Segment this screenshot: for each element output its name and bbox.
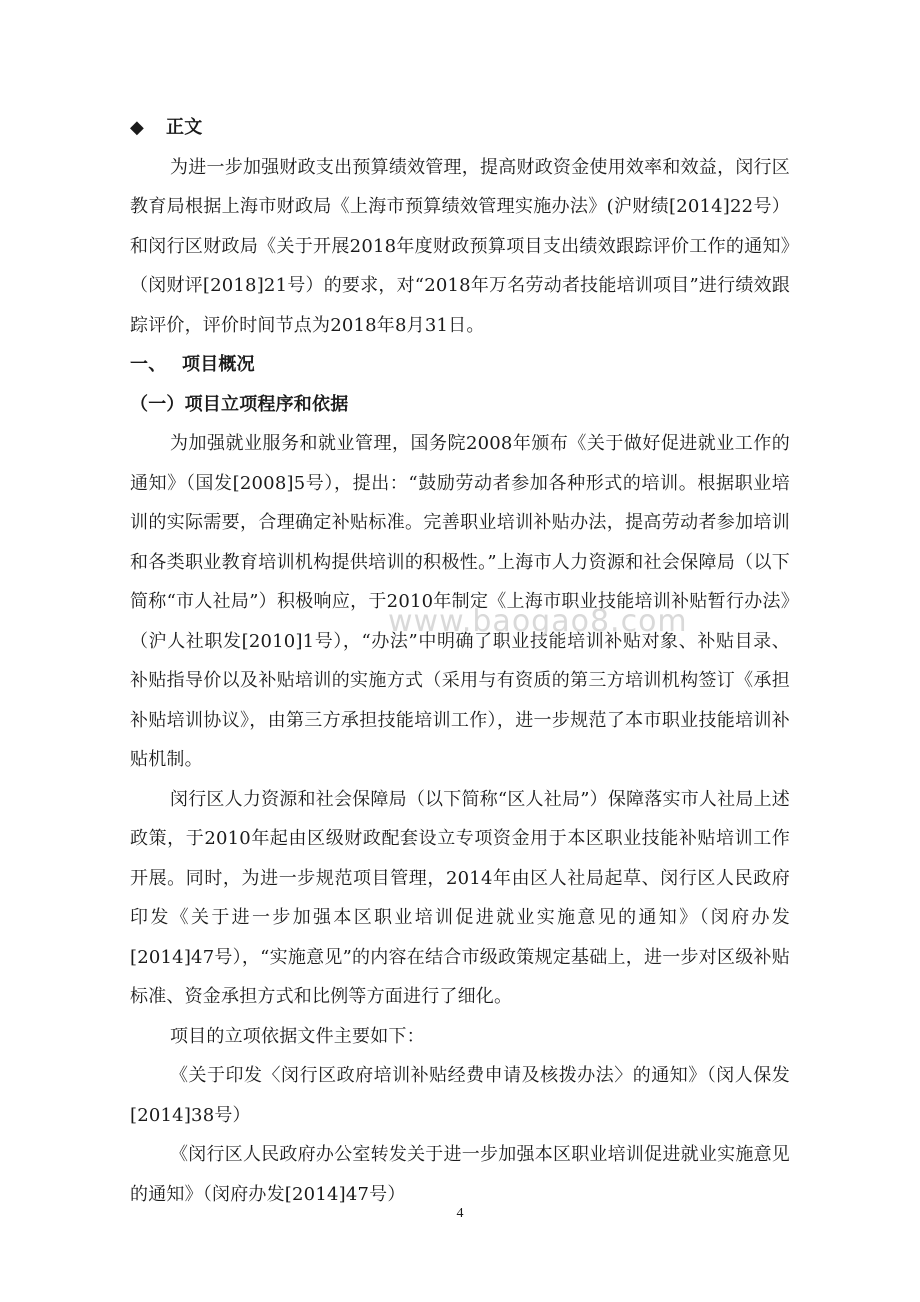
body-paragraph: 项目的立项依据文件主要如下： [170,1025,425,1047]
chapter-title: 项目概况 [182,354,255,375]
body-paragraph: 为加强就业服务和就业管理，国务院2008年颁布《关于做好促进就业工作的通知》（国发[2008]5号），提出：“鼓励劳动者参加各种形式的培训。根据职业培训的实际需要，合理确定补贴标准。完善职业培训补贴办法，提高劳动者参加培训和各类职业教育培训机构提供培训的积极性。”上海市人力资源和社会保障局（以下简称“市人社局”）积极响应，于2010年制定《上海市职业技能培训补贴暂行办法》（沪人社职发[2010]1号），“办法”中明确了职业技能培训补贴对象、补贴目录、补贴指导价以及补贴培训的实施方式（采用与有资质的第三方培训机构签订《承担补贴培训协议》，由第三方承担技能培训工作），进一步规范了本市职业技能培训补贴机制。 [130,433,790,770]
citation-item: 《闵行区人民政府办公室转发关于进一步加强本区职业培训促进就业实施意见的通知》（闵府办发[2014]47号） [130,1144,790,1205]
section-title: 正文 [166,117,203,138]
body-paragraph: 闵行区人力资源和社会保障局（以下简称“区人社局”）保障落实市人社局上述政策，于2010年起由区级财政配套设立专项资金用于本区职业技能补贴培训工作开展。同时，为进一步规范项目管理，2014年由区人社局起草、闵行区人民政府印发《关于进一步加强本区职业培训促进就业实施意见的通知》（闵府办发[2014]47号），“实施意见”的内容在结合市级政策规定基础上，进一步对区级补贴标准、资金承担方式和比例等方面进行了细化。 [130,788,790,1007]
chapter-label: 一、 [130,354,167,375]
page-number: 4 [456,1206,464,1221]
chapter-heading [130,345,790,385]
citation-item: 《关于印发〈闵行区政府培训补贴经费申请及核拨办法〉的通知》（闵人保发[2014]38号） [130,1065,790,1126]
watermark: www.baogao8.com [388,604,688,639]
document-body [130,108,790,1214]
diamond-bullet-icon: ◆ [130,117,145,138]
section-heading [130,108,790,148]
intro-paragraph: 为进一步加强财政支出预算绩效管理，提高财政资金使用效率和效益，闵行区教育局根据上海市财政局《上海市预算绩效管理实施办法》(沪财绩[2014]22号）和闵行区财政局《关于开展2018年度财政预算项目支出绩效跟踪评价工作的通知》（闵财评[2018]21号）的要求，对“2018年万名劳动者技能培训项目”进行绩效跟踪评价，评价时间节点为2018年8月31日。 [130,156,790,336]
subsection-heading: （一）项目立项程序和依据 [130,393,349,415]
